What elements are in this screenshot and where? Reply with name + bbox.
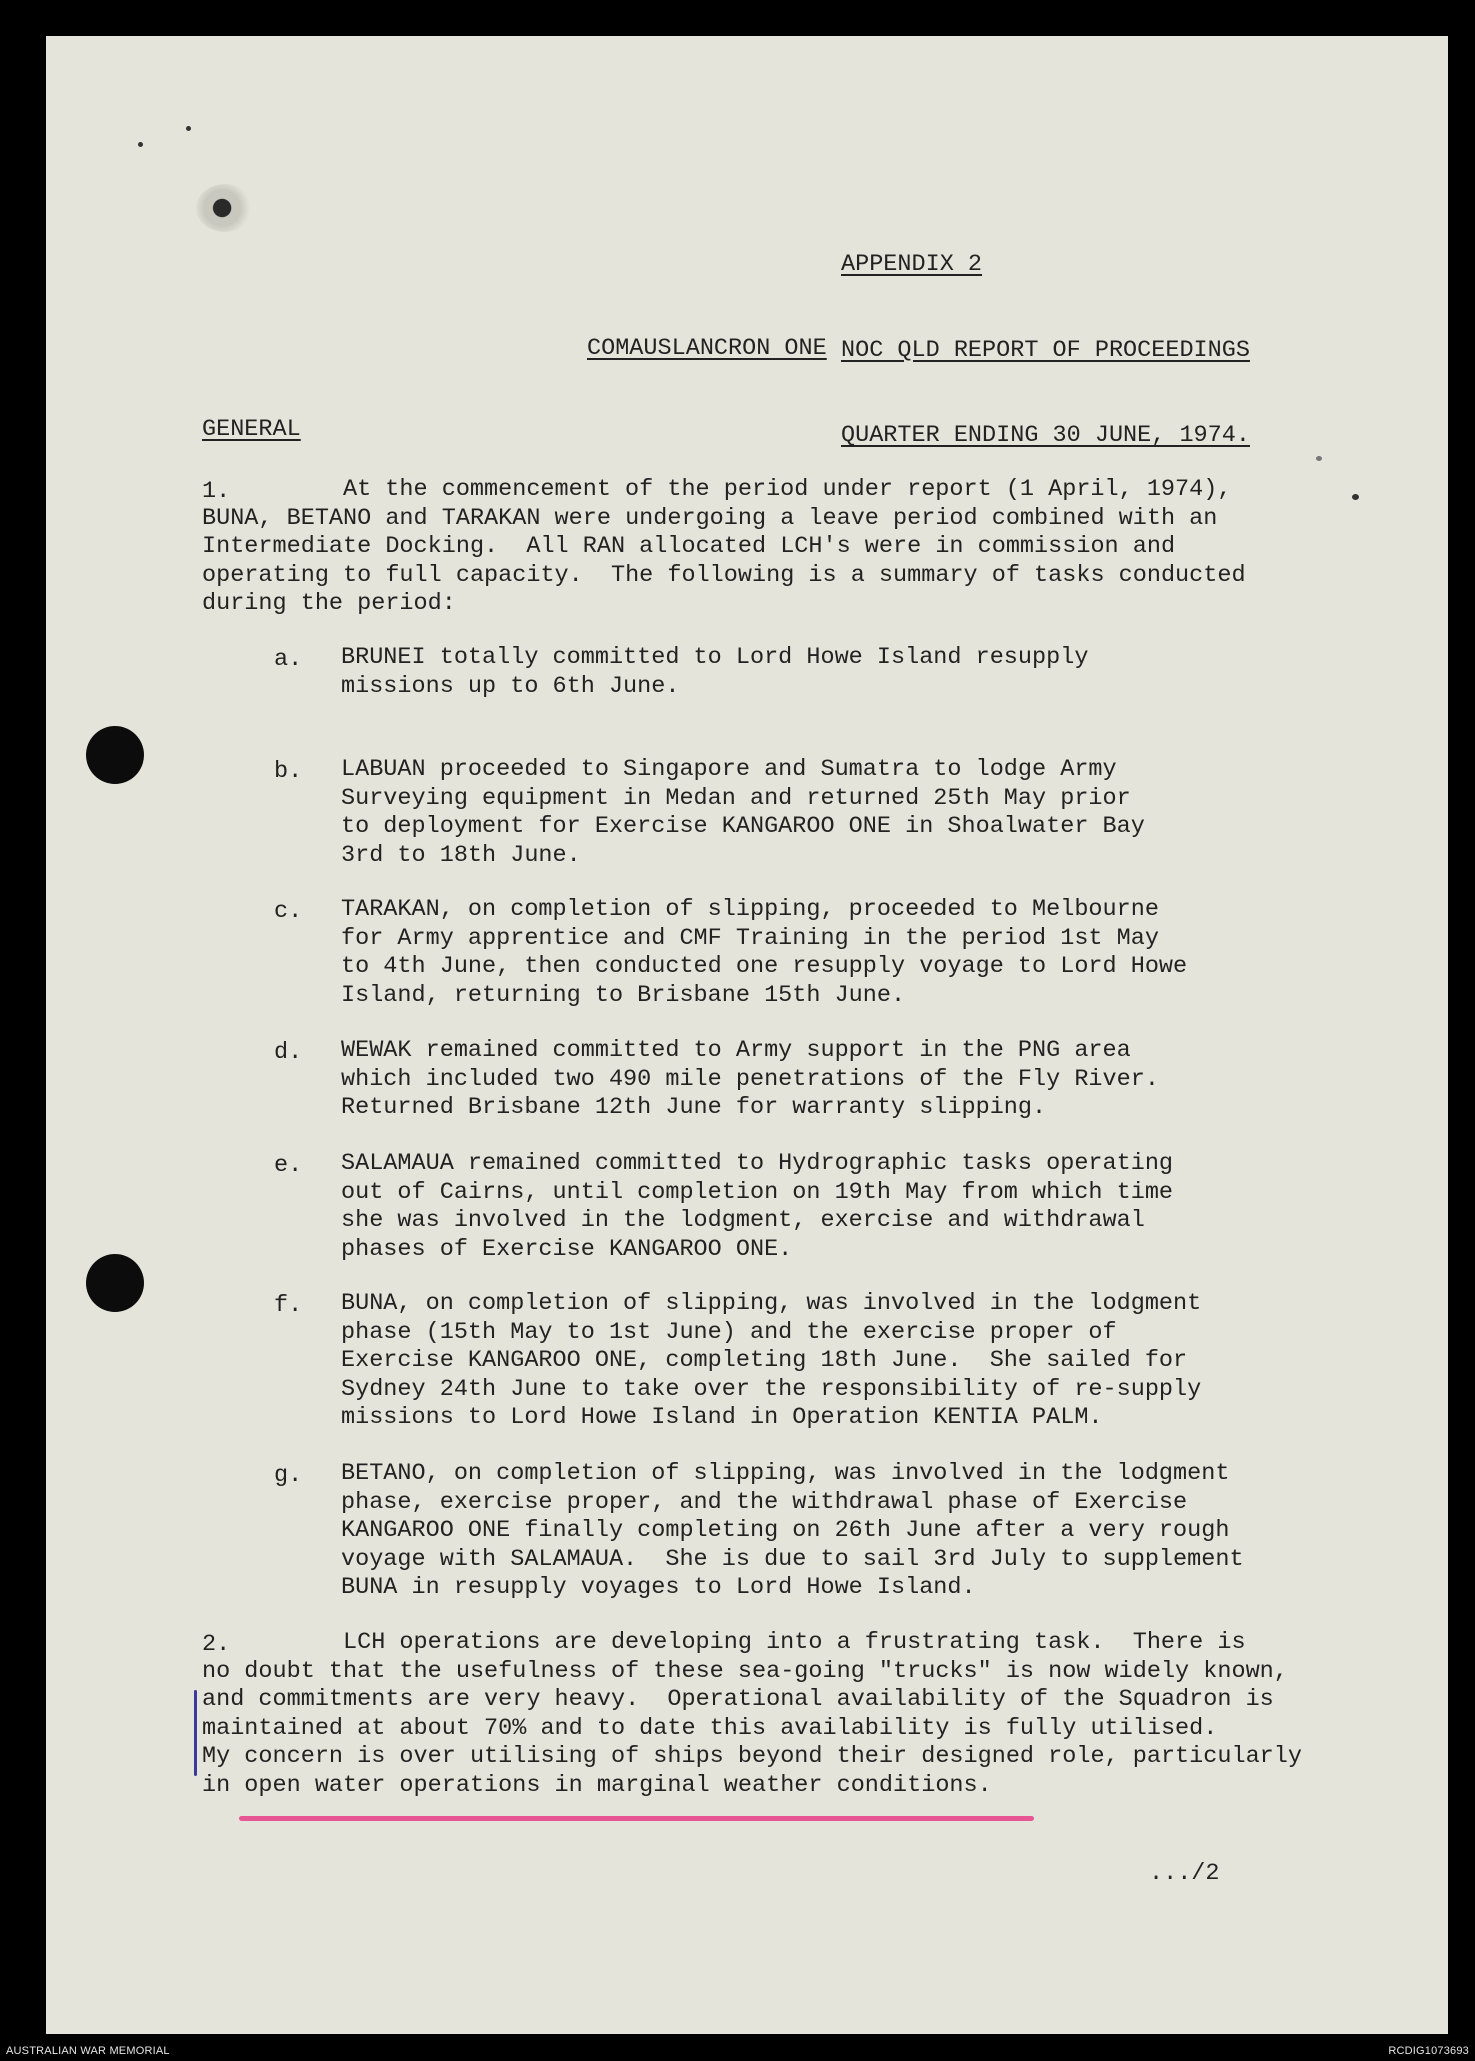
speck	[1352, 494, 1359, 500]
header-line-3: QUARTER ENDING 30 JUNE, 1974.	[841, 422, 1250, 449]
text-line: phases of Exercise KANGAROO ONE.	[341, 1235, 793, 1263]
text-line: Sydney 24th June to take over the responsibility of re-supply	[341, 1375, 1202, 1403]
text-line: BUNA, on completion of slipping, was involved in the lodgment	[341, 1290, 1202, 1317]
text-line: BETANO, on completion of slipping, was involved in the lodgment	[341, 1460, 1230, 1487]
section-heading: GENERAL	[202, 416, 301, 443]
para-number: 1.	[202, 478, 231, 505]
text-line: Surveying equipment in Medan and returned 25th May prior	[341, 784, 1131, 812]
text-line: to 4th June, then conducted one resupply voyage to Lord Howe	[341, 953, 1188, 980]
item-letter: c.	[274, 898, 303, 925]
text-line: out of Cairns, until completion on 19th May from which time	[341, 1178, 1174, 1206]
text-line: missions to Lord Howe Island in Operation KENTIA PALM.	[341, 1404, 1103, 1431]
list-item-d	[341, 1037, 1159, 1123]
margin-pen-mark	[194, 1690, 197, 1776]
footer-source: AUSTRALIAN WAR MEMORIAL	[6, 2045, 170, 2057]
para-number: 2.	[202, 1631, 231, 1658]
speck	[186, 126, 191, 131]
speck	[1316, 456, 1322, 461]
page-continuation: .../2	[1149, 1860, 1220, 1887]
text-line: LCH operations are developing into a frustrating task. There is	[343, 1629, 1246, 1656]
text-line: BUNA, BETANO and TARAKAN were undergoing a leave period combined with an	[202, 504, 1218, 532]
text-line: 3rd to 18th June.	[341, 841, 581, 869]
footer-id: RCDIG1073693	[1388, 2045, 1469, 2057]
header-block	[841, 194, 1250, 508]
item-letter: g.	[274, 1462, 303, 1489]
text-line: she was involved in the lodgment, exercise and withdrawal	[341, 1207, 1145, 1234]
item-letter: e.	[274, 1152, 303, 1179]
ink-blot	[196, 184, 254, 232]
header-line-2: NOC QLD REPORT OF PROCEEDINGS	[841, 336, 1250, 364]
item-letter: d.	[274, 1039, 303, 1066]
text-line: during the period:	[202, 590, 456, 617]
speck	[138, 142, 143, 147]
text-line: Returned Brisbane 12th June for warranty slipping.	[341, 1094, 1047, 1121]
list-item-f	[341, 1290, 1201, 1433]
text-line: My concern is over utilising of ships beyond their designed role, particularly	[202, 1743, 1302, 1770]
text-line: WEWAK remained committed to Army support in the PNG area	[341, 1037, 1131, 1064]
text-line: for Army apprentice and CMF Training in the period 1st May	[341, 924, 1159, 952]
text-line: Intermediate Docking. All RAN allocated LCH's were in commission and	[202, 533, 1176, 560]
text-line: BRUNEI totally committed to Lord Howe Island resupply	[341, 644, 1089, 671]
text-line: TARAKAN, on completion of slipping, proceeded to Melbourne	[341, 896, 1159, 923]
item-letter: a.	[274, 646, 303, 673]
text-line: At the commencement of the period under report (1 April, 1974),	[343, 476, 1232, 503]
text-line: SALAMAUA remained committed to Hydrographic tasks operating	[341, 1150, 1174, 1177]
punch-hole-top	[86, 726, 144, 784]
text-line: LABUAN proceeded to Singapore and Sumatra to lodge Army	[341, 756, 1117, 783]
highlighter-underline	[239, 1816, 1034, 1821]
text-line: KANGAROO ONE finally completing on 26th June after a very rough	[341, 1517, 1230, 1544]
text-line: voyage with SALAMAUA. She is due to sail 3rd July to supplement	[341, 1545, 1244, 1573]
text-line: maintained at about 70% and to date this availability is fully utilised.	[202, 1714, 1218, 1742]
paragraph-1	[202, 476, 1246, 619]
list-item-b	[341, 756, 1145, 870]
list-item-c	[341, 896, 1187, 1010]
text-line: phase (15th May to 1st June) and the exercise proper of	[341, 1318, 1117, 1346]
item-letter: b.	[274, 758, 303, 785]
list-item-a	[341, 644, 1088, 701]
document-title: COMAUSLANCRON ONE	[587, 335, 827, 362]
text-line: which included two 490 mile penetrations of the Fly River.	[341, 1065, 1159, 1093]
text-line: no doubt that the usefulness of these sea-going "trucks" is now widely known,	[202, 1657, 1288, 1685]
text-line: and commitments are very heavy. Operational availability of the Squadron is	[202, 1686, 1274, 1713]
text-line: BUNA in resupply voyages to Lord Howe Island.	[341, 1574, 976, 1601]
header-line-1: APPENDIX 2	[841, 251, 983, 278]
list-item-g	[341, 1460, 1244, 1603]
text-line: to deployment for Exercise KANGAROO ONE in Shoalwater Bay	[341, 813, 1145, 840]
paragraph-2	[202, 1629, 1302, 1800]
text-line: Exercise KANGAROO ONE, completing 18th June. She sailed for	[341, 1347, 1188, 1374]
item-letter: f.	[274, 1292, 303, 1319]
document-page	[46, 36, 1448, 2034]
text-line: missions up to 6th June.	[341, 672, 680, 700]
text-line: operating to full capacity. The following is a summary of tasks conducted	[202, 561, 1246, 589]
text-line: in open water operations in marginal weather conditions.	[202, 1771, 992, 1799]
text-line: Island, returning to Brisbane 15th June.	[341, 981, 906, 1009]
list-item-e	[341, 1150, 1173, 1264]
text-line: phase, exercise proper, and the withdrawal phase of Exercise	[341, 1488, 1188, 1516]
punch-hole-bottom	[86, 1254, 144, 1312]
